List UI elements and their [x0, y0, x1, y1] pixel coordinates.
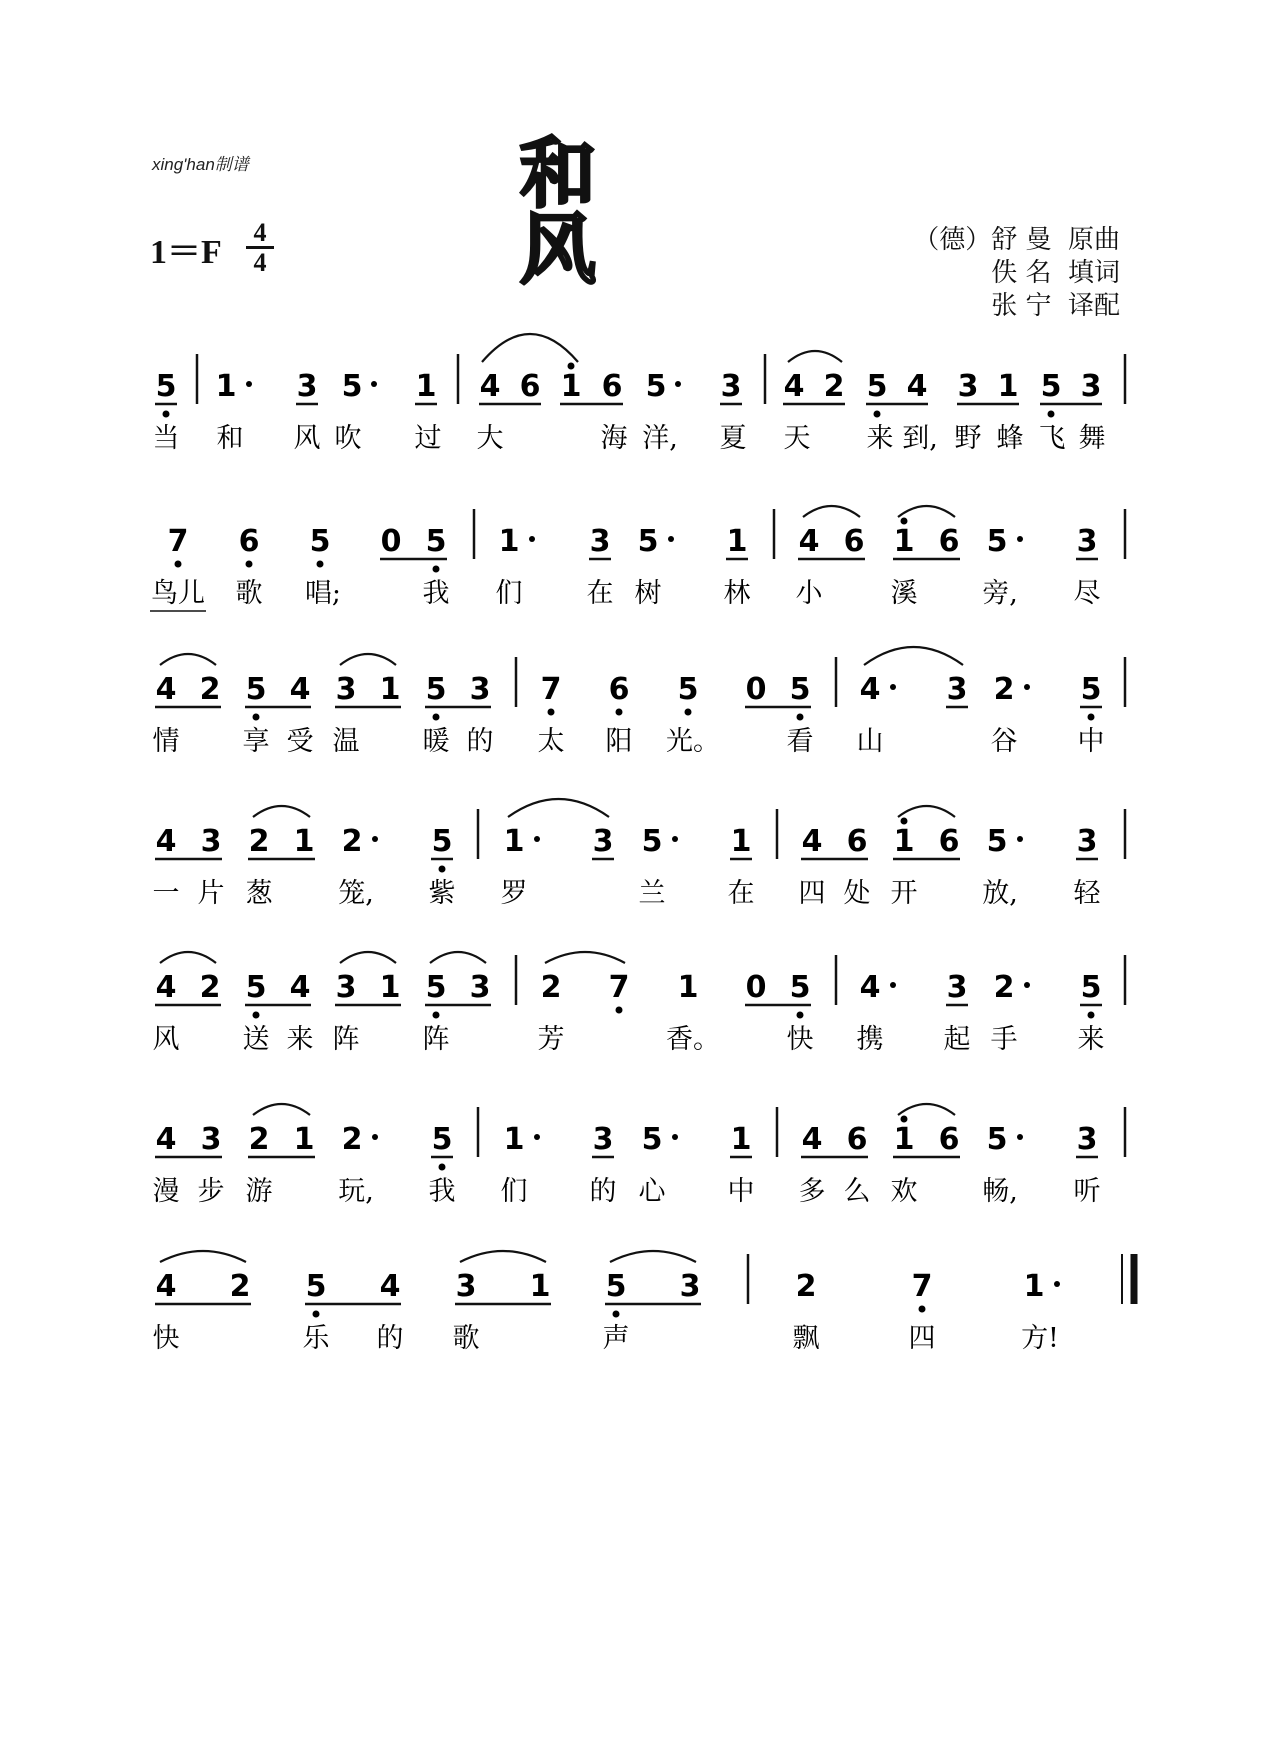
lyric-word: 暖	[422, 726, 450, 757]
note-digit: 5	[641, 1122, 663, 1157]
lyric-word: 来	[286, 1024, 314, 1055]
slur-arc	[340, 654, 396, 665]
note-digit: 2	[823, 369, 845, 404]
note-digit: 4	[155, 970, 177, 1005]
lyric-word: 光。	[666, 726, 720, 757]
note-digit: 3	[335, 672, 357, 707]
note-digit: 3	[200, 1122, 222, 1157]
lyric-word: 欢	[890, 1176, 918, 1207]
lyric-word: 歌	[235, 578, 263, 609]
lyric-word: 声	[602, 1323, 630, 1354]
lyric-word: 飞	[1038, 423, 1066, 454]
note-digit: 7	[608, 970, 630, 1005]
note-digit: 1	[529, 1269, 551, 1304]
octave-high-dot	[568, 363, 575, 370]
lyric-word: 放,	[982, 878, 1018, 909]
lyric-word: 漫	[152, 1176, 180, 1207]
octave-low-dot	[433, 566, 440, 573]
note-digit: 5	[986, 1122, 1008, 1157]
octave-low-dot	[616, 709, 623, 716]
octave-low-dot	[163, 411, 170, 418]
note-digit: 5	[605, 1269, 627, 1304]
octave-high-dot	[901, 1116, 908, 1123]
note-digit: 3	[589, 524, 611, 559]
slur-arc	[898, 1104, 955, 1115]
note-digit: 4	[289, 672, 311, 707]
lyric-word: 阵	[422, 1024, 450, 1055]
lyric-word: 来	[866, 423, 894, 454]
lyric-word: 的	[466, 726, 494, 757]
slur-arc	[253, 806, 310, 817]
note-digit: 4	[479, 369, 501, 404]
lyric-word: 吹	[334, 423, 362, 454]
octave-low-dot	[797, 1012, 804, 1019]
octave-low-dot	[253, 714, 260, 721]
augmentation-dot	[675, 381, 681, 387]
lyric-word: 片	[197, 878, 225, 909]
song-title: 和 风	[520, 129, 640, 294]
note-digit: 5	[645, 369, 667, 404]
lyric-word: 享	[242, 726, 270, 757]
note-digit: 5	[425, 524, 447, 559]
note-digit: 3	[592, 824, 614, 859]
note-digit: 4	[155, 824, 177, 859]
lyric-word: 旁,	[982, 578, 1018, 609]
note-digit: 1	[677, 970, 699, 1005]
note-digit: 1	[893, 524, 915, 559]
lyric-word: 尽	[1073, 578, 1101, 609]
lyric-word: 谷	[990, 726, 1018, 757]
note-digit: 5	[641, 824, 663, 859]
octave-low-dot	[439, 1164, 446, 1171]
lyric-word: 携	[856, 1024, 884, 1055]
slur-arc	[340, 952, 396, 963]
lyric-word: 么	[843, 1176, 871, 1207]
note-digit: 3	[946, 970, 968, 1005]
lyric-word: 起	[943, 1024, 971, 1055]
note-digit: 7	[911, 1269, 933, 1304]
note-digit: 2	[341, 1122, 363, 1157]
lyric-word: 处	[843, 878, 871, 909]
lyric-word: 风	[293, 423, 321, 454]
lyric-word: 鸟儿	[151, 578, 205, 609]
note-digit: 1	[726, 524, 748, 559]
lyric-word: 溪	[890, 578, 918, 609]
note-digit: 0	[745, 970, 767, 1005]
lyric-word: 畅,	[982, 1176, 1018, 1207]
note-digit: 3	[720, 369, 742, 404]
octave-low-dot	[439, 866, 446, 873]
lyric-word: 玩,	[338, 1176, 374, 1207]
transcriber-credit: xing'han制谱	[152, 155, 249, 174]
note-digit: 6	[846, 1122, 868, 1157]
lyric-word: 唱;	[304, 578, 342, 609]
slur-arc	[160, 952, 216, 963]
lyric-word: 中	[727, 1176, 755, 1207]
augmentation-dot	[529, 536, 535, 542]
lyric-word: 太	[537, 726, 565, 757]
octave-high-dot	[901, 518, 908, 525]
note-digit: 6	[519, 369, 541, 404]
note-digit: 0	[380, 524, 402, 559]
note-digit: 3	[1076, 524, 1098, 559]
lyric-word: 开	[890, 878, 918, 909]
note-digit: 4	[798, 524, 820, 559]
lyric-word: 洋,	[642, 423, 678, 454]
slur-arc	[430, 952, 486, 963]
augmentation-dot	[890, 684, 896, 690]
note-digit: 3	[469, 672, 491, 707]
note-digit: 1	[503, 824, 525, 859]
slur-arc	[545, 952, 625, 963]
note-digit: 5	[986, 824, 1008, 859]
note-digit: 2	[229, 1269, 251, 1304]
note-digit: 5	[789, 672, 811, 707]
lyric-word: 舞	[1078, 423, 1106, 454]
note-digit: 6	[843, 524, 865, 559]
note-digit: 3	[335, 970, 357, 1005]
note-digit: 2	[540, 970, 562, 1005]
time-signature-bottom: 4	[253, 248, 267, 277]
key-signature: 1＝F	[150, 234, 222, 271]
lyric-word: 一	[152, 878, 180, 909]
note-digit: 4	[379, 1269, 401, 1304]
note-digit: 4	[155, 1122, 177, 1157]
lyric-word: 受	[286, 726, 314, 757]
lyric-word: 到,	[902, 423, 938, 454]
octave-low-dot	[433, 714, 440, 721]
lyric-word: 轻	[1073, 878, 1101, 909]
lyric-word: 我	[422, 578, 450, 609]
note-digit: 1	[1023, 1269, 1045, 1304]
note-digit: 2	[993, 970, 1015, 1005]
note-digit: 5	[309, 524, 331, 559]
note-digit: 5	[637, 524, 659, 559]
slur-arc	[160, 1251, 246, 1262]
note-digit: 7	[167, 524, 189, 559]
credit-lyricist: 佚 名 填词	[991, 258, 1120, 288]
lyric-word: 芳	[537, 1024, 565, 1055]
note-digit: 3	[957, 369, 979, 404]
octave-low-dot	[548, 709, 555, 716]
augmentation-dot	[534, 836, 540, 842]
octave-low-dot	[433, 1012, 440, 1019]
lyric-word: 阵	[332, 1024, 360, 1055]
note-digit: 1	[498, 524, 520, 559]
note-digit: 5	[866, 369, 888, 404]
note-digit: 3	[1076, 1122, 1098, 1157]
note-digit: 3	[592, 1122, 614, 1157]
note-digit: 2	[248, 1122, 270, 1157]
lyric-word: 阳	[605, 726, 633, 757]
note-digit: 6	[238, 524, 260, 559]
slur-arc	[253, 1104, 310, 1115]
augmentation-dot	[668, 536, 674, 542]
lyric-word: 在	[727, 878, 755, 909]
slur-arc	[864, 647, 963, 665]
augmentation-dot	[1017, 836, 1023, 842]
note-digit: 0	[745, 672, 767, 707]
lyric-word: 过	[414, 423, 442, 454]
note-digit: 3	[200, 824, 222, 859]
lyric-word: 快	[786, 1024, 814, 1055]
lyric-word: 的	[589, 1176, 617, 1207]
lyric-word: 方!	[1021, 1323, 1059, 1354]
augmentation-dot	[372, 1134, 378, 1140]
lyric-word: 兰	[638, 878, 666, 909]
note-digit: 6	[601, 369, 623, 404]
note-digit: 2	[248, 824, 270, 859]
slur-arc	[160, 654, 216, 665]
lyric-word: 情	[152, 726, 180, 757]
octave-low-dot	[874, 411, 881, 418]
octave-low-dot	[246, 561, 253, 568]
lyric-word: 笼,	[338, 878, 374, 909]
lyric-word: 夏	[719, 423, 747, 454]
augmentation-dot	[1024, 684, 1030, 690]
lyric-word: 温	[332, 726, 360, 757]
note-digit: 4	[906, 369, 928, 404]
lyric-word: 送	[242, 1024, 270, 1055]
note-digit: 4	[783, 369, 805, 404]
augmentation-dot	[1017, 1134, 1023, 1140]
lyric-word: 快	[152, 1323, 180, 1354]
lyric-word: 风	[152, 1024, 180, 1055]
slur-arc	[898, 806, 955, 817]
note-digit: 5	[431, 824, 453, 859]
note-digit: 1	[293, 824, 315, 859]
octave-high-dot	[901, 818, 908, 825]
note-digit: 5	[789, 970, 811, 1005]
lyric-word: 香。	[666, 1024, 720, 1055]
slur-arc	[508, 799, 609, 817]
lyric-word: 紫	[428, 878, 456, 909]
slur-arc	[788, 351, 842, 362]
note-digit: 1	[893, 1122, 915, 1157]
lyric-word: 和	[216, 423, 244, 454]
lyric-word: 林	[723, 578, 751, 609]
note-digit: 2	[993, 672, 1015, 707]
note-digit: 2	[199, 970, 221, 1005]
lyric-word: 海	[600, 423, 628, 454]
note-digit: 5	[1040, 369, 1062, 404]
note-digit: 7	[540, 672, 562, 707]
note-digit: 5	[245, 970, 267, 1005]
note-digit: 5	[305, 1269, 327, 1304]
octave-low-dot	[317, 561, 324, 568]
augmentation-dot	[890, 982, 896, 988]
lyric-word: 心	[638, 1176, 666, 1207]
lyric-word: 大	[476, 423, 504, 454]
note-digit: 2	[341, 824, 363, 859]
lyric-word: 手	[990, 1024, 1018, 1055]
lyric-word: 树	[634, 578, 662, 609]
octave-low-dot	[613, 1311, 620, 1318]
credit-translator: 张 宁 译配	[991, 291, 1120, 321]
note-digit: 1	[893, 824, 915, 859]
augmentation-dot	[672, 836, 678, 842]
augmentation-dot	[1024, 982, 1030, 988]
note-digit: 1	[415, 369, 437, 404]
note-digit: 4	[155, 672, 177, 707]
note-digit: 5	[431, 1122, 453, 1157]
augmentation-dot	[1054, 1281, 1060, 1287]
note-digit: 6	[938, 524, 960, 559]
note-digit: 1	[215, 369, 237, 404]
lyric-word: 步	[197, 1176, 225, 1207]
note-digit: 1	[503, 1122, 525, 1157]
augmentation-dot	[534, 1134, 540, 1140]
augmentation-dot	[672, 1134, 678, 1140]
note-digit: 4	[289, 970, 311, 1005]
octave-low-dot	[1088, 1012, 1095, 1019]
note-digit: 4	[859, 672, 881, 707]
note-digit: 1	[730, 1122, 752, 1157]
octave-low-dot	[797, 714, 804, 721]
note-digit: 5	[245, 672, 267, 707]
note-digit: 3	[679, 1269, 701, 1304]
lyric-word: 中	[1077, 726, 1105, 757]
note-digit: 1	[379, 970, 401, 1005]
slur-arc	[482, 334, 578, 362]
lyric-word: 歌	[452, 1323, 480, 1354]
note-digit: 5	[677, 672, 699, 707]
note-digit: 5	[425, 672, 447, 707]
slur-arc	[803, 506, 860, 517]
note-digit: 5	[425, 970, 447, 1005]
note-digit: 3	[455, 1269, 477, 1304]
lyric-word: 小	[795, 578, 823, 609]
note-digit: 4	[155, 1269, 177, 1304]
note-digit: 1	[379, 672, 401, 707]
octave-low-dot	[313, 1311, 320, 1318]
note-digit: 6	[846, 824, 868, 859]
augmentation-dot	[246, 381, 252, 387]
lyric-word: 四	[908, 1323, 936, 1354]
note-digit: 5	[341, 369, 363, 404]
note-digit: 4	[801, 1122, 823, 1157]
lyric-word: 在	[586, 578, 614, 609]
lyric-word: 的	[376, 1323, 404, 1354]
lyric-word: 四	[798, 878, 826, 909]
note-digit: 1	[730, 824, 752, 859]
note-digit: 3	[1080, 369, 1102, 404]
octave-low-dot	[1088, 714, 1095, 721]
note-digit: 3	[946, 672, 968, 707]
note-digit: 5	[155, 369, 177, 404]
note-digit: 3	[1076, 824, 1098, 859]
slur-arc	[610, 1251, 696, 1262]
note-digit: 3	[469, 970, 491, 1005]
lyric-word: 们	[495, 578, 523, 609]
lyric-word: 听	[1073, 1176, 1101, 1207]
note-digit: 4	[801, 824, 823, 859]
lyric-word: 当	[152, 423, 180, 454]
lyric-word: 天	[783, 423, 811, 454]
octave-low-dot	[616, 1007, 623, 1014]
lyric-word: 野	[954, 423, 982, 454]
note-digit: 2	[795, 1269, 817, 1304]
note-digit: 5	[1080, 672, 1102, 707]
lyric-word: 游	[245, 1176, 273, 1207]
note-digit: 1	[997, 369, 1019, 404]
time-signature-top: 4	[253, 218, 267, 247]
lyric-word: 们	[500, 1176, 528, 1207]
lyric-word: 乐	[302, 1323, 330, 1354]
augmentation-dot	[1017, 536, 1023, 542]
octave-low-dot	[919, 1306, 926, 1313]
note-digit: 2	[199, 672, 221, 707]
lyric-word: 看	[786, 726, 814, 757]
octave-low-dot	[685, 709, 692, 716]
lyric-word: 葱	[245, 878, 273, 909]
octave-low-dot	[1048, 411, 1055, 418]
lyric-word: 蜂	[996, 423, 1024, 454]
note-digit: 6	[938, 1122, 960, 1157]
note-digit: 4	[859, 970, 881, 1005]
augmentation-dot	[371, 381, 377, 387]
octave-low-dot	[253, 1012, 260, 1019]
note-digit: 6	[608, 672, 630, 707]
lyric-word: 山	[856, 726, 884, 757]
lyric-word: 飘	[792, 1323, 820, 1354]
augmentation-dot	[372, 836, 378, 842]
lyric-word: 多	[798, 1176, 826, 1207]
note-digit: 5	[1080, 970, 1102, 1005]
note-digit: 1	[560, 369, 582, 404]
octave-low-dot	[175, 561, 182, 568]
note-digit: 5	[986, 524, 1008, 559]
slur-arc	[460, 1251, 546, 1262]
note-digit: 3	[296, 369, 318, 404]
lyric-word: 我	[428, 1176, 456, 1207]
credit-composer: （德）舒 曼 原曲	[913, 225, 1120, 255]
note-digit: 6	[938, 824, 960, 859]
slur-arc	[898, 506, 955, 517]
note-digit: 1	[293, 1122, 315, 1157]
lyric-word: 来	[1077, 1024, 1105, 1055]
lyric-word: 罗	[500, 878, 528, 909]
